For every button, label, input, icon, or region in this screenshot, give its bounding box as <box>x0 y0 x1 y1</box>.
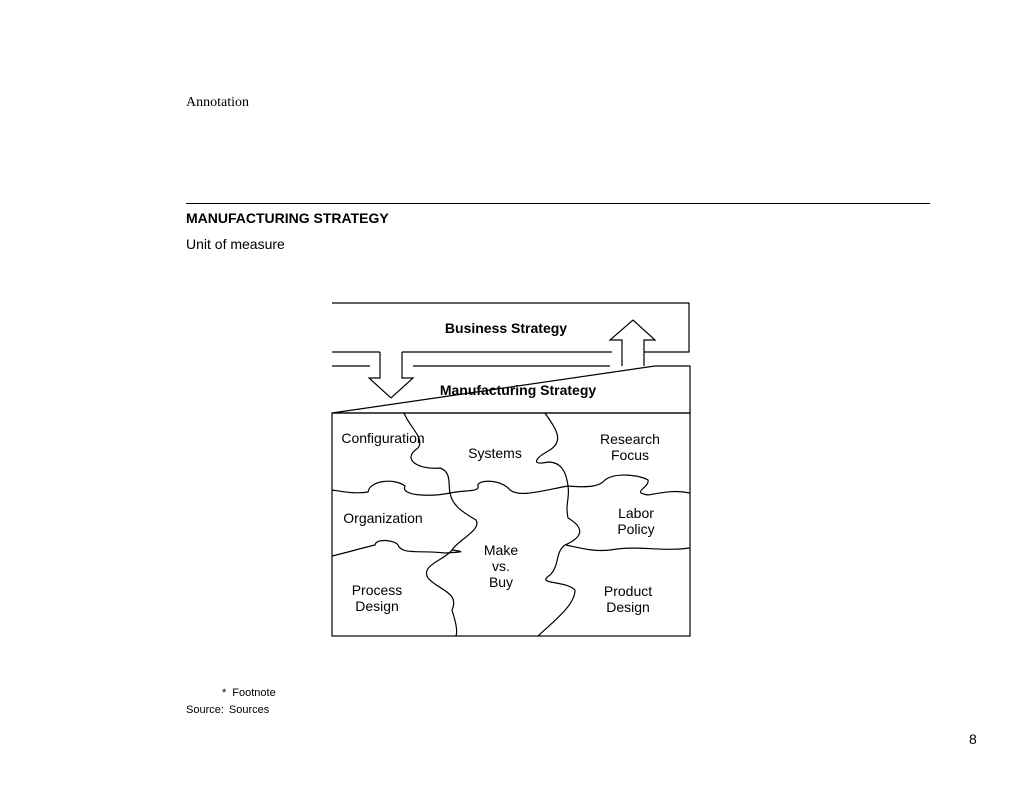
puzzle-seam-upper <box>332 475 690 495</box>
research-focus-line2: Focus <box>610 447 650 463</box>
source-line <box>186 704 269 716</box>
source-label: Source: <box>186 704 224 716</box>
source-text: Sources <box>228 704 270 716</box>
puzzle-seam-right <box>536 413 579 636</box>
labor-policy-line2: Policy <box>617 521 655 537</box>
process-design-line2: Design <box>355 598 399 614</box>
configuration-label: Configuration <box>341 430 425 446</box>
footnote-marker: * <box>222 687 227 699</box>
manufacturing-strategy-label: Manufacturing Strategy <box>439 382 597 398</box>
make-vs-buy-line3: Buy <box>488 574 514 590</box>
process-design-line1: Process <box>351 582 403 598</box>
research-focus-line1: Research <box>600 431 660 447</box>
page-title: MANUFACTURING STRATEGY <box>186 210 389 226</box>
annotation-label: Annotation <box>186 95 249 110</box>
up-arrow-icon <box>610 320 655 366</box>
business-strategy-label: Business Strategy <box>444 320 568 336</box>
page-subtitle: Unit of measure <box>186 236 285 252</box>
make-vs-buy-line1: Make <box>483 542 519 558</box>
systems-label: Systems <box>468 445 522 461</box>
labor-policy-line1: Labor <box>618 505 654 521</box>
footnote-text: Footnote <box>232 687 276 699</box>
down-arrow-icon <box>369 352 413 398</box>
footnote <box>222 687 276 699</box>
organization-label: Organization <box>343 510 423 526</box>
make-vs-buy-line2: vs. <box>492 558 510 574</box>
product-design-line2: Design <box>606 599 650 615</box>
page-number: 8 <box>969 731 977 747</box>
product-design-line1: Product <box>603 583 653 599</box>
